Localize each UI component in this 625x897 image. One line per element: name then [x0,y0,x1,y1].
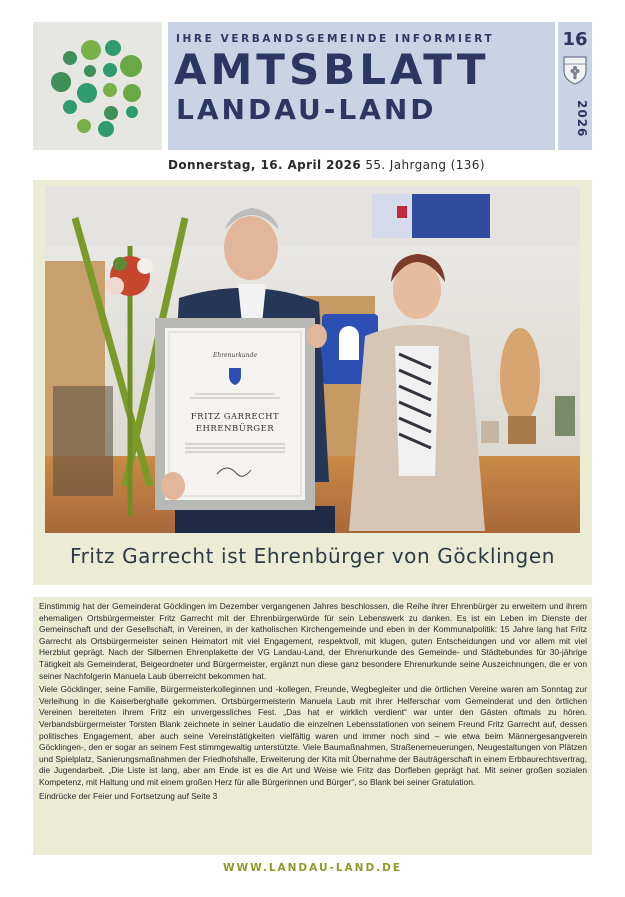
vg-crest-icon [562,55,588,85]
website-link[interactable]: WWW.LANDAU-LAND.DE [222,862,403,874]
ceremony-photo-illustration [45,186,580,533]
article-continuation-note: Eindrücke der Feier und Fortsetzung auf Seite 3 [39,790,218,801]
issue-year: 2026 [575,100,589,138]
article-body [39,601,587,804]
certificate-name: FRITZ GARRECHT [190,412,280,422]
logo [33,22,162,150]
certificate-heading: Ehrenurkunde [212,352,257,359]
lead-story [33,180,592,585]
masthead-subtitle: LANDAU-LAND [176,93,437,126]
issue-date: Donnerstag, 16. April 2026 [168,158,362,172]
masthead-title: AMTSBLATT [174,45,490,94]
certificate-title: EHRENBÜRGER [195,424,275,434]
article [33,597,592,855]
lead-headline: Fritz Garrecht ist Ehrenbürger von Göcklingen [69,544,556,568]
dateline [168,158,485,172]
article-paragraph: Viele Göcklinger, seine Familie, Bürgermeisterkolleginnen und -kollegen, Freunde, Wegbegleiter und die örtlichen Vereine waren am Sonntag zur Verleihung in die Kaiserberghalle gekommen. Ortsbürgermeisterin Manuela Laub mit ihrer Helferschar vom Gemeinderat und den örtlichen Vereinen bereiteten ihrem Fritz ein unvergessliches Fest. „Das hat er wirklich verdient“ war unter den Gästen oftmals zu hören. Verbandsbürgermeister Torsten Blank zeichnete in seiner Laudatio die einzelnen Lebensstationen von seinem Freund Fritz Garrecht auf, dessen politisches Engagement, aber auch seine Vereinstätigkeiten vielfältig waren und immer noch sind – wie etwa beim Männergesangverein Göcklingen-, den er sogar an seinem Fest stimmgewaltig unterstützte. Viele Baumaßnahmen, Straßenerneuerungen, Neugestaltungen von Plätzen und Spielplatz, Sanierungsmaßnahmen der Friedhofshalle, Erweiterung der Kita mit Übernahme der Bauträgerschaft in einem Erbbaurechtsvertrag, die Jugendarbeit. „Die Liste ist lang, aber am Ende ist es die Art und Weise wie Fritz das Dorfleben geprägt hat. Mit seiner großen sozialen Kompetenz, mit Haltung und mit einem großen Herz für alle Bürgerinnen und Bürger“, so Blank bei seiner Gratulation. [39,684,587,787]
issue-panel [558,22,592,150]
lead-photo [45,186,580,533]
issue-volume: 55. Jahrgang (136) [365,158,485,172]
masthead [168,22,555,150]
masthead-kicker: IHRE VERBANDSGEMEINDE INFORMIERT [176,33,495,45]
article-paragraph: Einstimmig hat der Gemeinderat Göcklingen im Dezember vergangenen Jahres beschlossen, die Reihe ihrer Ehrenbürger zu erweitern und ihrem ehemaligen Ortsbürgermeister Fritz Garrecht mit der Ehrenbürgerwürde für sein Lebenswerk zu danken. Es ist ein Leben im Dienste der Gemeinschaft und der Gesellschaft, in Vereinen, in der katholischen Kirchengemeinde und eben in der Kommunalpolitik: 15 Jahre lang hat Fritz Garrecht als Ortsbürgermeister seinen Heimatort mit viel Engagement, respektvoll, mit klugen, guten Entscheidungen und vor allem mit viel Herzblut geprägt. Nach der Silbernen Ehrenplakette der VG Landau-Land, der Ehrenurkunde des Gemeinde- und Städtebundes für 30-jährige Tätigkeit als Gemeinderat, Beigeordneter und Bürgermeister, ergänzt nun diese ganz besondere Ehrenurkunde seine Auszeichnungen, die er von seiner Nachfolgerin Manuela Laub überreicht bekommen hat. [39,601,587,681]
issue-number: 16 [562,29,588,50]
logo-dots-icon [33,22,162,150]
